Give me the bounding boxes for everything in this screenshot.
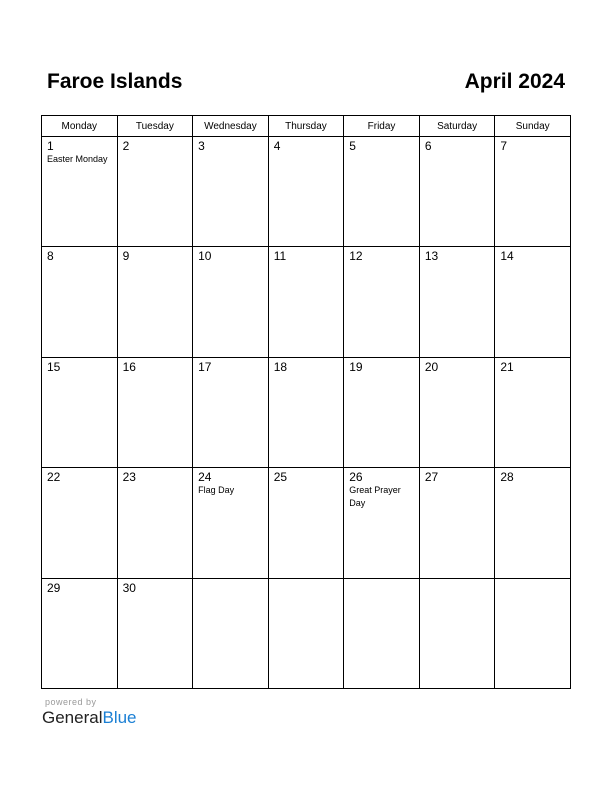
empty-day-cell <box>344 578 420 688</box>
day-cell <box>193 137 269 247</box>
day-cell <box>495 468 571 578</box>
week-row <box>42 247 571 357</box>
week-row <box>42 137 571 247</box>
day-cell <box>42 357 118 467</box>
empty-day-cell <box>419 578 495 688</box>
empty-day-cell <box>268 578 344 688</box>
weekday-header-row <box>42 116 571 137</box>
day-number: 29 <box>47 580 61 595</box>
day-number: 22 <box>47 470 61 485</box>
generalblue-logo[interactable] <box>42 708 137 728</box>
week-row <box>42 578 571 688</box>
day-number: 7 <box>500 139 508 153</box>
powered-by-text: powered by <box>45 697 97 707</box>
day-cell <box>344 468 420 578</box>
weekday-sunday: Sunday <box>495 116 571 137</box>
day-cell <box>495 357 571 467</box>
day-number: 13 <box>424 249 439 264</box>
day-number: 21 <box>500 359 514 374</box>
day-cell <box>42 468 118 578</box>
day-cell <box>117 468 193 578</box>
day-cell <box>42 578 118 688</box>
day-cell <box>193 247 269 357</box>
day-number: 10 <box>198 249 212 264</box>
calendar-grid <box>41 115 571 689</box>
week-row <box>42 468 571 578</box>
day-number: 2 <box>122 139 130 153</box>
day-cell <box>344 137 420 247</box>
day-number: 5 <box>349 139 356 153</box>
day-number: 9 <box>122 249 130 264</box>
day-number: 4 <box>273 139 281 153</box>
brand-general: General <box>42 708 103 727</box>
day-number: 8 <box>47 249 54 264</box>
day-number: 1 <box>47 139 54 153</box>
week-row <box>42 357 571 467</box>
day-number: 12 <box>349 249 363 264</box>
day-cell <box>268 137 344 247</box>
day-number: 24 <box>198 470 212 485</box>
holiday-label: Flag Day <box>198 485 235 496</box>
day-cell <box>495 137 571 247</box>
day-number: 3 <box>198 139 205 153</box>
day-cell <box>419 137 495 247</box>
brand-blue: Blue <box>102 708 137 727</box>
weekday-thursday: Thursday <box>268 116 344 137</box>
weekday-tuesday: Tuesday <box>117 116 193 137</box>
day-cell <box>419 468 495 578</box>
day-number: 20 <box>424 359 439 374</box>
country-title: Faroe Islands <box>47 70 183 93</box>
day-cell <box>268 468 344 578</box>
day-number: 16 <box>122 359 136 374</box>
day-number: 19 <box>349 359 363 374</box>
day-number: 25 <box>273 470 288 485</box>
empty-day-cell <box>495 578 571 688</box>
day-number: 30 <box>122 580 136 595</box>
day-cell <box>42 247 118 357</box>
day-cell <box>193 468 269 578</box>
month-title: April 2024 <box>464 70 565 93</box>
day-number: 23 <box>122 470 136 485</box>
day-cell <box>42 137 118 247</box>
day-number: 11 <box>273 249 287 264</box>
holiday-label: Easter Monday <box>47 154 108 164</box>
day-number: 15 <box>47 359 61 374</box>
weekday-monday: Monday <box>42 116 118 137</box>
day-cell <box>117 578 193 688</box>
day-cell <box>117 137 193 247</box>
day-cell <box>419 357 495 467</box>
day-number: 18 <box>273 359 288 374</box>
weekday-saturday: Saturday <box>419 116 495 137</box>
day-number: 14 <box>500 249 514 264</box>
day-cell <box>117 247 193 357</box>
day-number: 26 <box>349 470 363 485</box>
day-number: 6 <box>424 139 432 153</box>
day-number: 27 <box>424 470 439 485</box>
weekday-friday: Friday <box>344 116 420 137</box>
day-cell <box>117 357 193 467</box>
empty-day-cell <box>193 578 269 688</box>
holiday-label: Great Prayer Day <box>349 485 401 509</box>
day-cell <box>419 247 495 357</box>
day-cell <box>344 247 420 357</box>
weekday-wednesday: Wednesday <box>193 116 269 137</box>
day-number: 28 <box>500 470 514 485</box>
day-cell <box>268 247 344 357</box>
day-cell <box>344 357 420 467</box>
calendar-header <box>47 70 565 100</box>
day-cell <box>495 247 571 357</box>
day-number: 17 <box>198 359 212 374</box>
day-cell <box>268 357 344 467</box>
day-cell <box>193 357 269 467</box>
footer-branding <box>42 697 137 728</box>
